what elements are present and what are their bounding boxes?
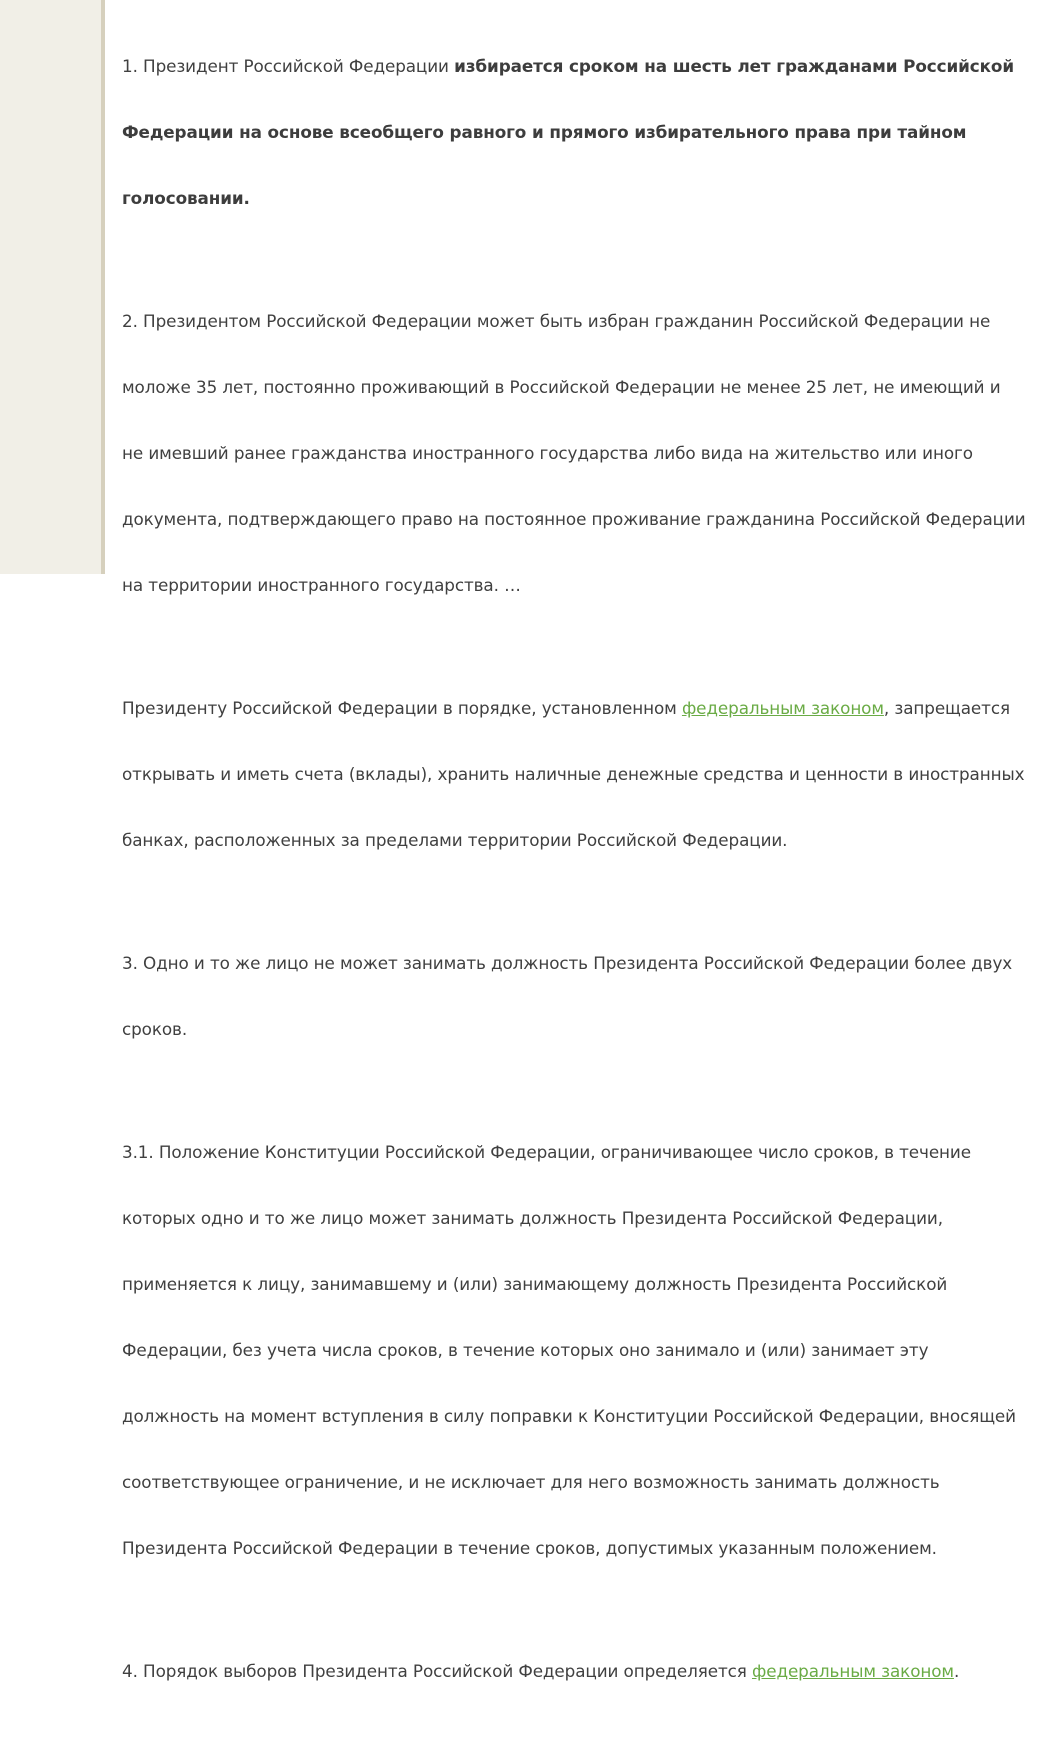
bold-text-span: избирается сроком на шесть лет гражданами Российской — [454, 56, 1014, 76]
paragraph-4-line-1: 3. Одно и то же лицо не может занимать должность Президента Российской Федерации более двух — [122, 953, 1013, 973]
paragraph-1-line-1 — [122, 55, 1052, 77]
paragraph-1 — [122, 11, 1052, 253]
paragraph-5-line-3: применяется к лицу, занимавшему и (или) занимающему должность Президента Российской — [122, 1274, 948, 1294]
paragraph-2-line-4: документа, подтверждающего право на постоянное проживание гражданина Российской Федерации — [122, 509, 1026, 529]
paragraph-2-line-2: моложе 35 лет, постоянно проживающий в Российской Федерации не менее 25 лет, не имеющий и — [122, 377, 1001, 397]
paragraph-6 — [122, 1616, 1052, 1726]
paragraph-4-line-2: сроков. — [122, 1019, 188, 1039]
paragraph-3-line-2: открывать и иметь счета (вклады), хранить наличные денежные средства и ценности в иностранных — [122, 764, 1025, 784]
paragraph-5-line-2: которых одно и то же лицо может занимать должность Президента Российской Федерации, — [122, 1208, 943, 1228]
paragraph-3-line-1 — [122, 697, 1052, 719]
paragraph-5 — [122, 1097, 1052, 1603]
left-margin-band — [0, 0, 101, 574]
federal-law-link[interactable]: федеральным законом — [751, 1661, 954, 1681]
text-span: . — [953, 1661, 960, 1681]
paragraph-5-line-6: соответствующее ограничение, и не исключает для него возможность занимать должность — [122, 1472, 940, 1492]
paragraph-1-line-2: Федерации на основе всеобщего равного и прямого избирательного права при тайном — [122, 122, 967, 142]
text-span: , запрещается — [883, 698, 1010, 718]
left-margin-rule — [101, 0, 105, 574]
paragraph-2-line-3: не имевший ранее гражданства иностранного государства либо вида на жительство или иного — [122, 443, 973, 463]
paragraph-2-line-1: 2. Президентом Российской Федерации может быть избран гражданин Российской Федерации не — [122, 311, 991, 331]
paragraph-4 — [122, 908, 1052, 1084]
paragraph-5-line-7: Президента Российской Федерации в течение сроков, допустимых указанным положением. — [122, 1538, 937, 1558]
paragraph-3 — [122, 653, 1052, 895]
paragraph-1-line-3: голосовании. — [122, 188, 250, 208]
paragraph-5-line-4: Федерации, без учета числа сроков, в течение которых оно занимало и (или) занимает эту — [122, 1340, 929, 1360]
paragraph-6-line-1 — [122, 1660, 1052, 1682]
paragraph-5-line-5: должность на момент вступления в силу поправки к Конституции Российской Федерации, вносящей — [122, 1406, 1016, 1426]
text-span: Президенту Российской Федерации в порядке, установленном — [122, 698, 682, 718]
paragraph-3-line-3: банках, расположенных за пределами территории Российской Федерации. — [122, 830, 788, 850]
document-body — [122, 11, 1052, 1739]
text-span: 4. Порядок выборов Президента Российской Федерации определяется — [122, 1661, 752, 1681]
paragraph-5-line-1: 3.1. Положение Конституции Российской Федерации, ограничивающее число сроков, в течение — [122, 1142, 971, 1162]
paragraph-2-line-5: на территории иностранного государства. … — [122, 575, 521, 595]
federal-law-link[interactable]: федеральным законом — [681, 698, 884, 718]
text-span: 1. Президент Российской Федерации — [122, 56, 455, 76]
paragraph-2 — [122, 266, 1052, 640]
